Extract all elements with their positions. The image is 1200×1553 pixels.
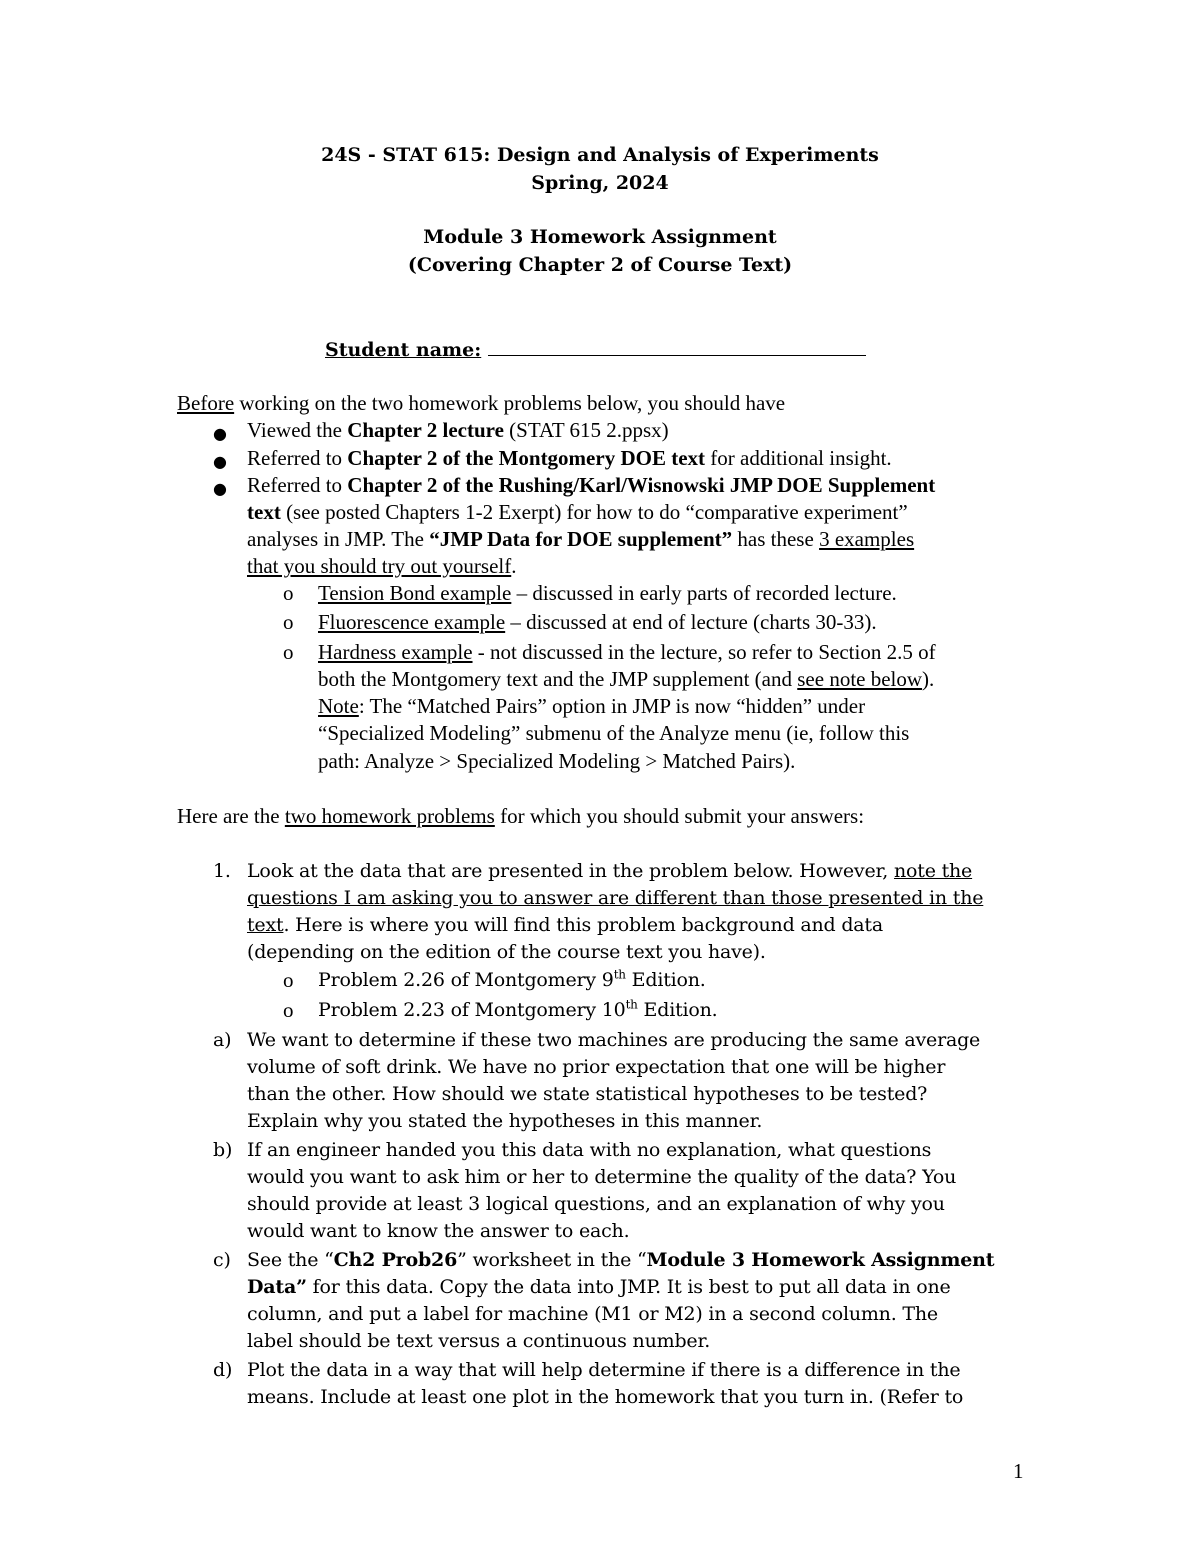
part-label: a) [213, 1029, 232, 1051]
intro-line: Before working on the two homework problems below, you should have [177, 391, 786, 415]
sub-item-hardness-line-2: both the Montgomery text and the JMP supplement (and see note below). [318, 667, 935, 691]
bullet-item-1: Viewed the Chapter 2 lecture (STAT 615 2.ppsx) [247, 418, 669, 442]
problem-1-line-2: questions I am asking you to answer are different than those presented in the [247, 887, 984, 909]
part-c-line-3: column, and put a label for machine (M1 or M2) in a second column. The [247, 1303, 938, 1325]
bullet-item-3-line-4: that you should try out yourself. [247, 554, 517, 578]
problems-intro: Here are the two homework problems for which you should submit your answers: [177, 804, 865, 828]
problem-1-line-1: Look at the data that are presented in the problem below. However, note the [247, 860, 973, 882]
part-c-line-4: label should be text versus a continuous number. [247, 1330, 711, 1352]
part-label: b) [213, 1139, 233, 1161]
sub-marker: o [283, 581, 294, 605]
part-a-line-2: volume of soft drink. We have no prior expectation that one will be higher [247, 1056, 946, 1078]
assignment-subtitle: (Covering Chapter 2 of Course Text) [407, 254, 793, 276]
problem-1-line-3: text. Here is where you will find this problem background and data [247, 914, 883, 936]
bullet-dot: ● [213, 452, 227, 471]
bullet-dot: ● [213, 424, 227, 443]
problem-1-edition-9: Problem 2.26 of Montgomery 9th Edition. [318, 967, 706, 991]
sub-marker: o [283, 998, 294, 1022]
part-a-line-3: than the other. How should we state statistical hypotheses to be tested? [247, 1083, 928, 1105]
bullet-item-3-line-3: analyses in JMP. The “JMP Data for DOE supplement” has these 3 examples [247, 527, 915, 551]
part-label: d) [213, 1359, 233, 1381]
sub-marker: o [283, 968, 294, 992]
sub-item-hardness-line-1: Hardness example - not discussed in the lecture, so refer to Section 2.5 of [318, 640, 936, 664]
part-a-line-1: We want to determine if these two machines are producing the same average [247, 1029, 981, 1051]
bullet-item-3-line-2: text (see posted Chapters 1-2 Exerpt) for how to do “comparative experiment” [247, 500, 908, 524]
part-a-line-4: Explain why you stated the hypotheses in this manner. [247, 1110, 763, 1132]
sub-marker: o [283, 610, 294, 634]
part-b-line-2: would you want to ask him or her to determine the quality of the data? You [247, 1166, 957, 1188]
sub-item-fluorescence: Fluorescence example – discussed at end of lecture (charts 30-33). [318, 610, 877, 634]
part-d-line-2: means. Include at least one plot in the homework that you turn in. (Refer to [247, 1386, 964, 1408]
bullet-dot: ● [213, 479, 227, 498]
part-d-line-1: Plot the data in a way that will help determine if there is a difference in the [247, 1359, 961, 1381]
student-name-label: Student name: [325, 339, 482, 361]
student-name-blank[interactable] [488, 338, 866, 356]
part-b-line-4: would want to know the answer to each. [247, 1220, 630, 1242]
bullet-item-2: Referred to Chapter 2 of the Montgomery DOE text for additional insight. [247, 446, 892, 470]
page-number: 1 [1013, 1459, 1024, 1483]
problem-1-line-4: (depending on the edition of the course text you have). [247, 941, 766, 963]
sub-item-hardness-line-5: path: Analyze > Specialized Modeling > Matched Pairs). [318, 749, 796, 773]
part-c-line-1: See the “Ch2 Prob26” worksheet in the “Module 3 Homework Assignment [247, 1249, 995, 1271]
problem-1-edition-10: Problem 2.23 of Montgomery 10th Edition. [318, 997, 718, 1021]
sub-item-tension-bond: Tension Bond example – discussed in early parts of recorded lecture. [318, 581, 897, 605]
sub-item-hardness-line-4: “Specialized Modeling” submenu of the Analyze menu (ie, follow this [318, 721, 910, 745]
student-name-row [325, 338, 866, 361]
part-b-line-3: should provide at least 3 logical questions, and an explanation of why you [247, 1193, 945, 1215]
part-b-line-1: If an engineer handed you this data with no explanation, what questions [247, 1139, 932, 1161]
sub-marker: o [283, 640, 294, 664]
course-title: 24S - STAT 615: Design and Analysis of Experiments [321, 144, 879, 166]
term: Spring, 2024 [531, 172, 669, 194]
assignment-title: Module 3 Homework Assignment [423, 226, 777, 248]
bullet-item-3-line-1: Referred to Chapter 2 of the Rushing/Karl/Wisnowski JMP DOE Supplement [247, 473, 936, 497]
sub-item-hardness-note: Note: The “Matched Pairs” option in JMP is now “hidden” under [318, 694, 866, 718]
part-label: c) [213, 1249, 231, 1271]
problem-number: 1. [213, 860, 231, 882]
part-c-line-2: Data” for this data. Copy the data into JMP. It is best to put all data in one [247, 1276, 951, 1298]
